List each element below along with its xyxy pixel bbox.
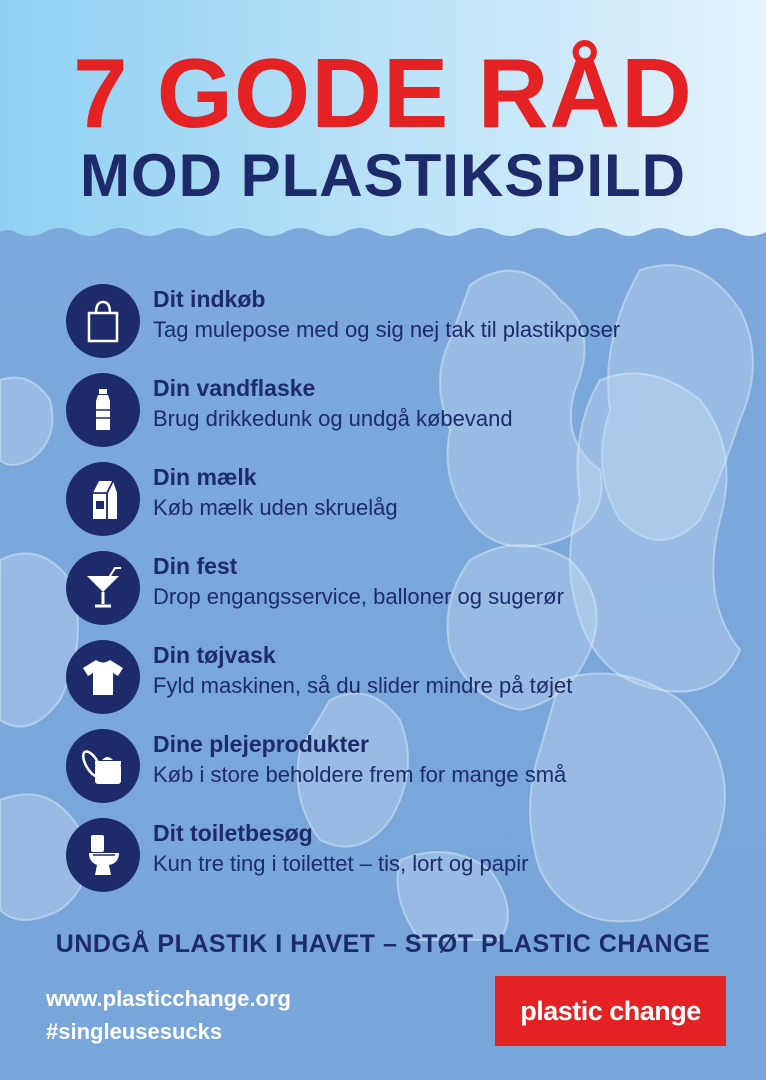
tip-heading: Din vandflaske [153,375,316,401]
tip-item [66,373,746,462]
tip-item [66,551,746,640]
tip-text: Tag mulepose med og sig nej tak til plastikposer [153,317,621,342]
tip-item [66,640,746,729]
tip-icon-circle [66,284,140,358]
tip-icon-circle [66,640,140,714]
tip-heading: Din fest [153,553,238,579]
tip-text: Drop engangsservice, balloner og sugerør [153,584,564,609]
tip-item [66,818,746,907]
tip-text: Kun tre ting i toilettet – tis, lort og papir [153,851,529,876]
shopping-bag-icon [79,297,127,345]
tips-list [66,284,746,907]
cream-jar-icon [79,742,127,790]
tip-heading: Dit indkøb [153,286,266,312]
tip-icon-circle [66,373,140,447]
tip-item [66,729,746,818]
tip-text: Fyld maskinen, så du slider mindre på tøjet [153,673,573,698]
milk-carton-icon [79,475,127,523]
slogan: UNDGÅ PLASTIK I HAVET – STØT PLASTIC CHANGE [55,930,711,958]
water-bottle-icon [79,386,127,434]
tip-item [66,284,746,373]
plastic-change-logo [495,976,726,1046]
title-line-2: MOD PLASTIKSPILD [79,142,686,209]
title-line-1: 7 GODE RÅD [73,38,693,148]
tip-item [66,462,746,551]
tip-text: Køb i store beholdere frem for mange små [153,762,567,787]
tip-text: Brug drikkedunk og undgå købevand [153,406,513,431]
tip-icon-circle [66,462,140,536]
tshirt-icon [79,653,127,701]
tip-icon-circle [66,551,140,625]
toilet-icon [79,831,127,879]
tip-text: Køb mælk uden skruelåg [153,495,398,520]
tip-heading: Din tøjvask [153,642,276,668]
tip-icon-circle [66,818,140,892]
tip-heading: Din mælk [153,464,257,490]
cocktail-glass-icon [79,564,127,612]
tip-icon-circle [66,729,140,803]
tip-heading: Dit toiletbesøg [153,820,313,846]
tip-heading: Dine plejeprodukter [153,731,369,757]
website-link[interactable]: www.plasticchange.org [46,986,291,1011]
hashtag: #singleusesucks [46,1019,223,1044]
logo-text: plastic change [520,995,701,1026]
